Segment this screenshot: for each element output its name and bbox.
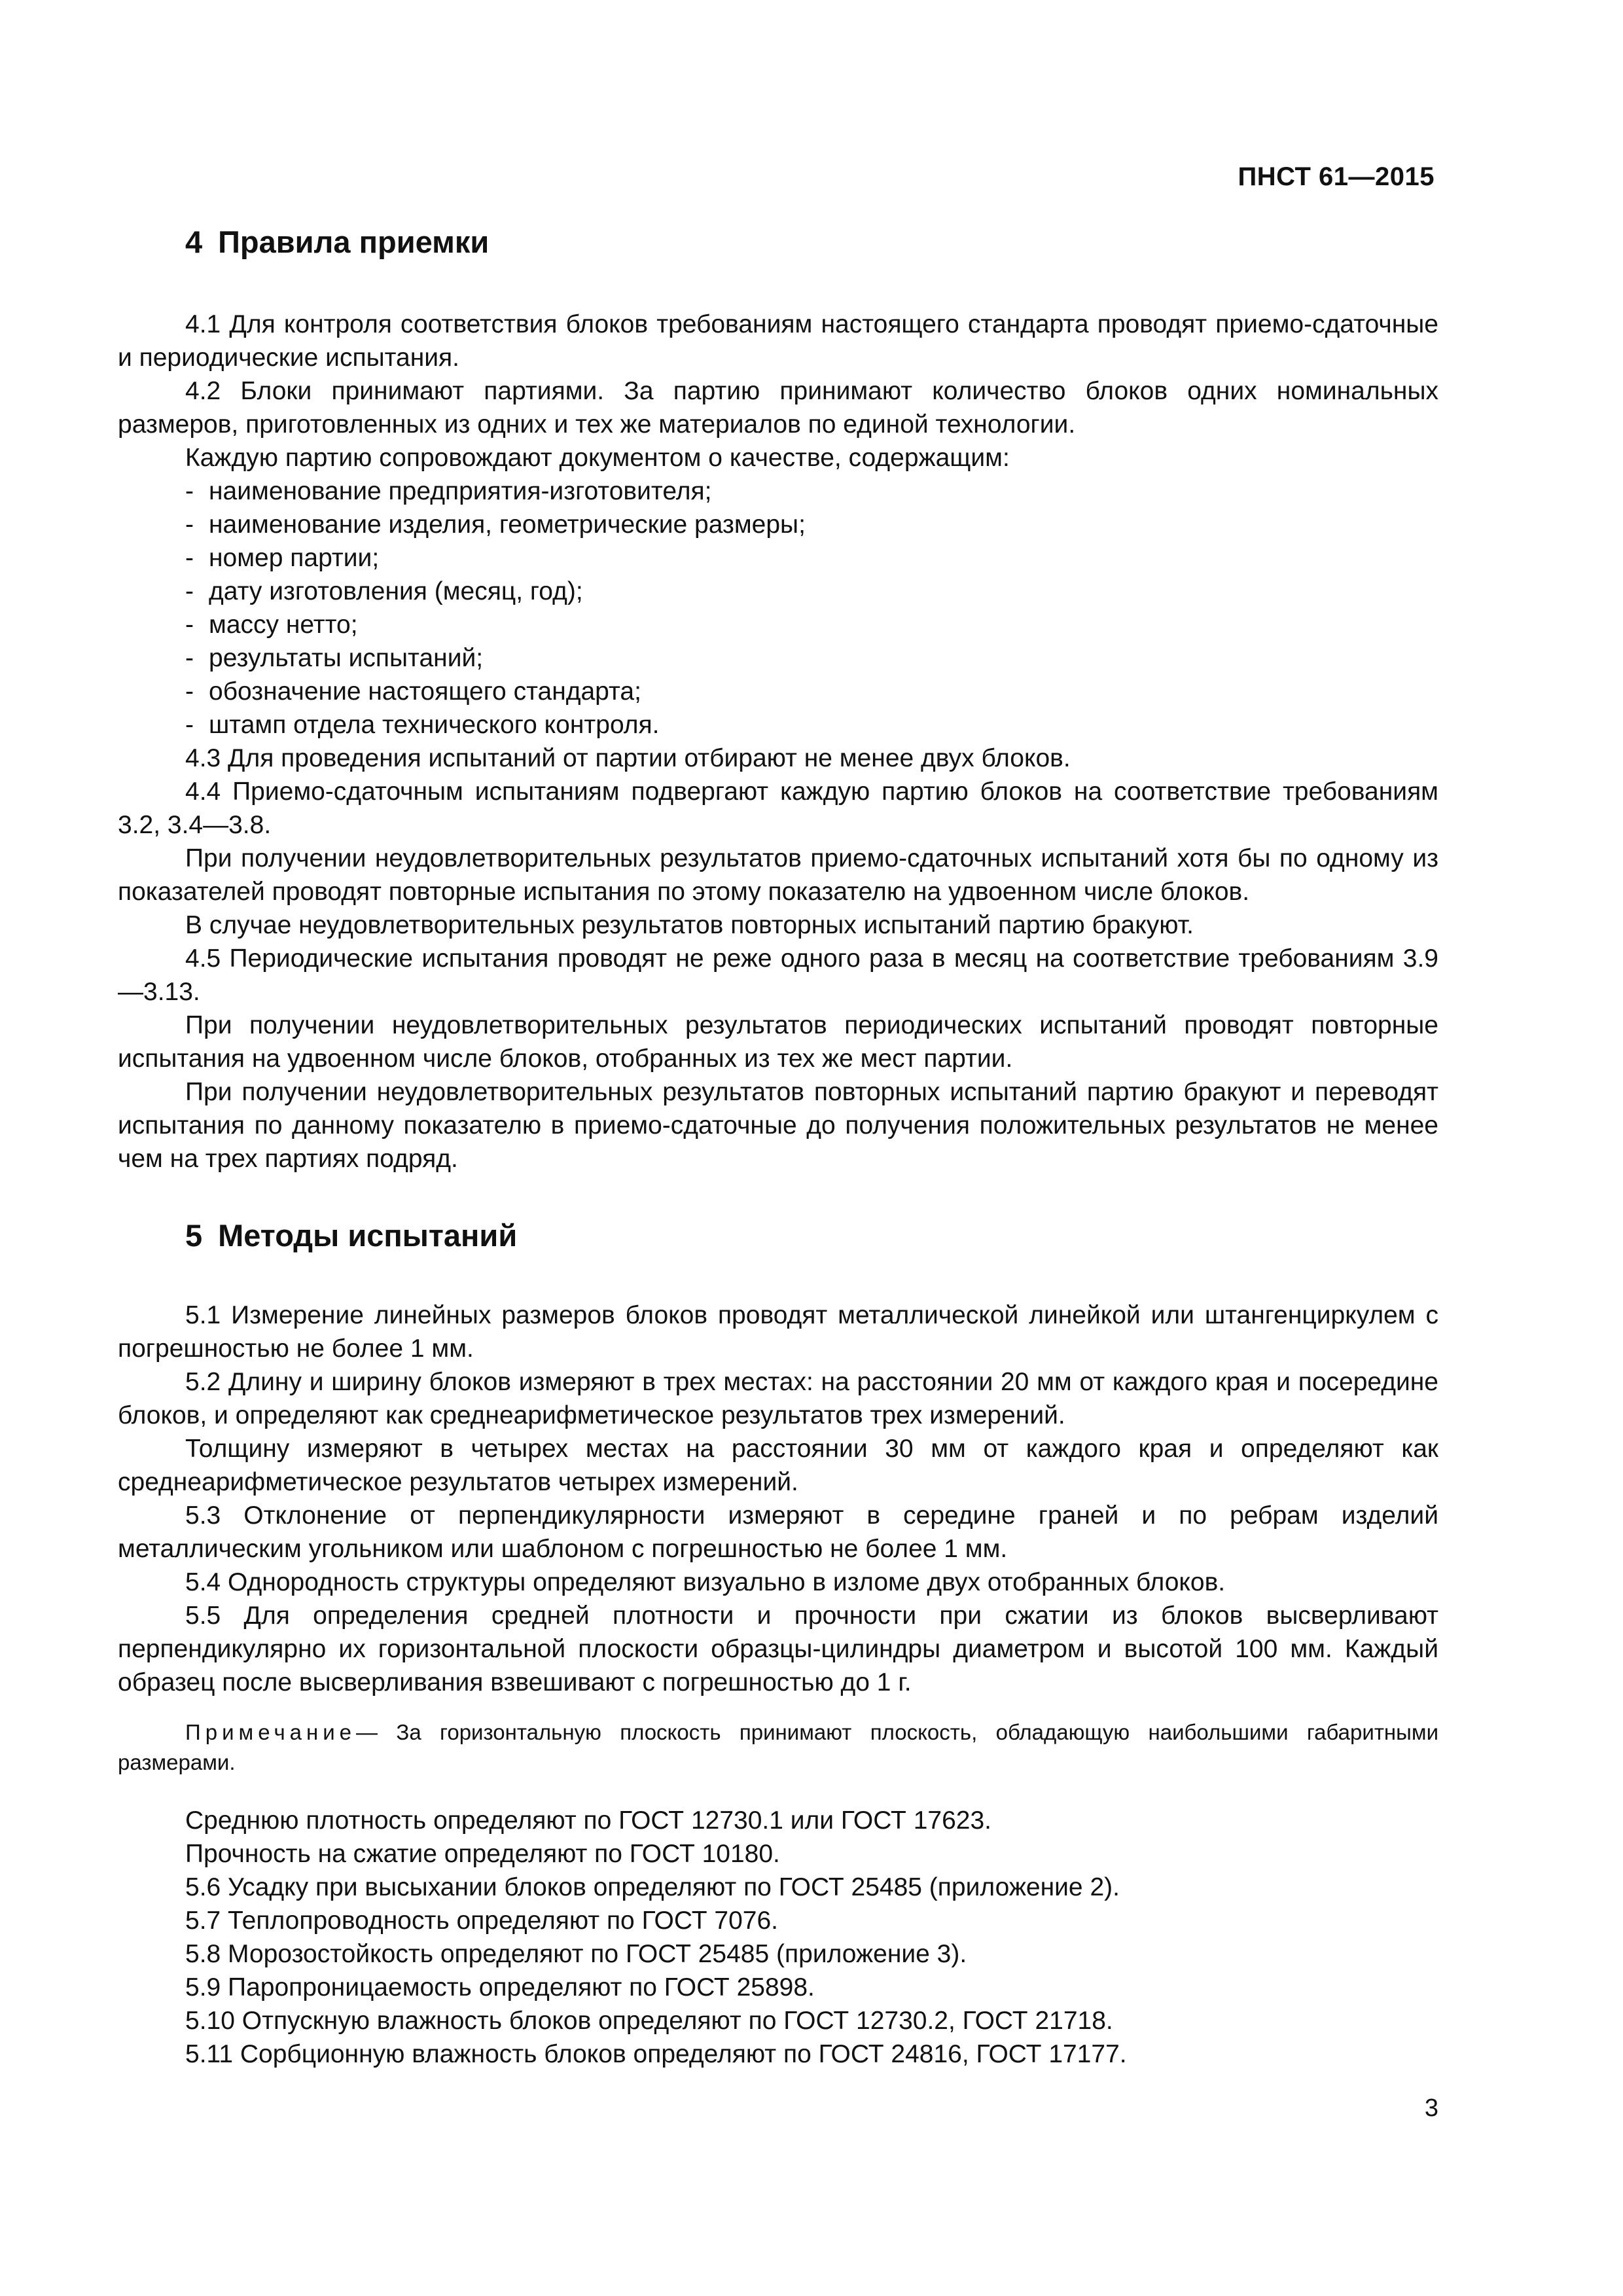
page-number: 3: [1424, 2094, 1438, 2122]
list-item: - обозначение настоящего стандарта;: [185, 677, 641, 706]
paragraph-4-3: 4.3 Для проведения испытаний от партии отбирают не менее двух блоков.: [185, 744, 1071, 772]
paragraph-4-5-reject: При получении неудовлетворительных результатов повторных испытаний партию бракуют и переводят испытания по данному показателю в приемо-сдаточные до получения положительных результатов не менее чем на трех партиях подряд.: [118, 1078, 1438, 1173]
section-5-title-text: Методы испытаний: [218, 1218, 518, 1253]
paragraph-density: Среднюю плотность определяют по ГОСТ 12730.1 или ГОСТ 17623.: [185, 1806, 992, 1835]
paragraph-5-3: 5.3 Отклонение от перпендикулярности измеряют в середине граней и по ребрам изделий металлическим угольником или шаблоном с погрешностью не более 1 мм.: [118, 1501, 1438, 1563]
paragraph-4-5: 4.5 Периодические испытания проводят не реже одного раза в месяц на соответствие требованиям 3.9—3.13.: [118, 944, 1438, 1006]
paragraph-4-4-repeat-tests: При получении неудовлетворительных результатов приемо-сдаточных испытаний хотя бы по одному из показателей проводят повторные испытания по этому показателю на удвоенном числе блоков.: [118, 844, 1438, 906]
paragraph-5-4: 5.4 Однородность структуры определяют визуально в изломе двух отобранных блоков.: [185, 1568, 1226, 1596]
list-item: - массу нетто;: [185, 611, 358, 639]
paragraph-5-11: 5.11 Сорбционную влажность блоков определяют по ГОСТ 24816, ГОСТ 17177.: [185, 2040, 1127, 2068]
quality-document-list: [118, 475, 1438, 742]
paragraph-4-4-reject: В случае неудовлетворительных результатов повторных испытаний партию бракуют.: [185, 911, 1194, 939]
paragraph-4-5-repeat-tests: При получении неудовлетворительных результатов периодических испытаний проводят повторные испытания на удвоенном числе блоков, отобранных из тех же мест партии.: [118, 1011, 1438, 1073]
paragraph-5-8: 5.8 Морозостойкость определяют по ГОСТ 25485 (приложение 3).: [185, 1940, 967, 1968]
paragraph-5-9: 5.9 Паропроницаемость определяют по ГОСТ 25898.: [185, 1973, 815, 2001]
paragraph-4-2: 4.2 Блоки принимают партиями. За партию принимают количество блоков одних номинальных размеров, приготовленных из одних и тех же материалов по единой технологии.: [118, 377, 1438, 439]
section-4-title: [118, 223, 1438, 262]
list-item: - наименование предприятия-изготовителя;: [185, 477, 712, 505]
page-content: [118, 223, 1438, 2071]
paragraph-compression: Прочность на сжатие определяют по ГОСТ 10180.: [185, 1840, 780, 1868]
paragraph-4-1: 4.1 Для контроля соответствия блоков требованиям настоящего стандарта проводят приемо-сдаточные и периодические испытания.: [118, 310, 1438, 372]
section-4-title-text: Правила приемки: [218, 224, 490, 259]
list-item: - результаты испытаний;: [185, 644, 484, 672]
paragraph-5-2: 5.2 Длину и ширину блоков измеряют в трех местах: на расстоянии 20 мм от каждого края и посередине блоков, и определяют как среднеарифметическое результатов трех измерений.: [118, 1368, 1438, 1429]
paragraph-5-10: 5.10 Отпускную влажность блоков определяют по ГОСТ 12730.2, ГОСТ 21718.: [185, 2007, 1113, 2035]
note: [118, 1717, 1438, 1778]
paragraph-5-1: 5.1 Измерение линейных размеров блоков проводят металлической линейкой или штангенциркулем с погрешностью не более 1 мм.: [118, 1301, 1438, 1363]
document-code: ПНСТ 61—2015: [1238, 162, 1435, 191]
list-item: - наименование изделия, геометрические размеры;: [185, 511, 806, 539]
list-item: - дату изготовления (месяц, год);: [185, 577, 583, 605]
list-item: - штамп отдела технического контроля.: [185, 711, 660, 739]
section-4-number: 4: [185, 224, 203, 259]
list-item: - номер партии;: [185, 544, 380, 572]
note-text: — За горизонтальную плоскость принимают плоскость, обладающую наибольшими габаритными размерами.: [118, 1720, 1438, 1774]
section-5-number: 5: [185, 1218, 203, 1253]
paragraph-5-6: 5.6 Усадку при высыхании блоков определяют по ГОСТ 25485 (приложение 2).: [185, 1873, 1120, 1901]
paragraph-4-4: 4.4 Приемо-сдаточным испытаниям подвергают каждую партию блоков на соответствие требованиям 3.2, 3.4—3.8.: [118, 778, 1438, 839]
paragraph-quality-document: Каждую партию сопровождают документом о качестве, содержащим:: [185, 444, 1010, 472]
paragraph-5-5: 5.5 Для определения средней плотности и прочности при сжатии из блоков высверливают перпендикулярно их горизонтальной плоскости образцы-цилиндры диаметром и высотой 100 мм. Каждый образец после высверливания взвешивают с погрешностью до 1 г.: [118, 1602, 1438, 1696]
paragraph-5-7: 5.7 Теплопроводность определяют по ГОСТ 7076.: [185, 1907, 778, 1935]
note-label: Примечание: [185, 1720, 357, 1744]
section-5-title: [118, 1216, 1438, 1255]
paragraph-5-2-thickness: Толщину измеряют в четырех местах на расстоянии 30 мм от каждого края и определяют как среднеарифметическое результатов четырех измерений.: [118, 1435, 1438, 1496]
